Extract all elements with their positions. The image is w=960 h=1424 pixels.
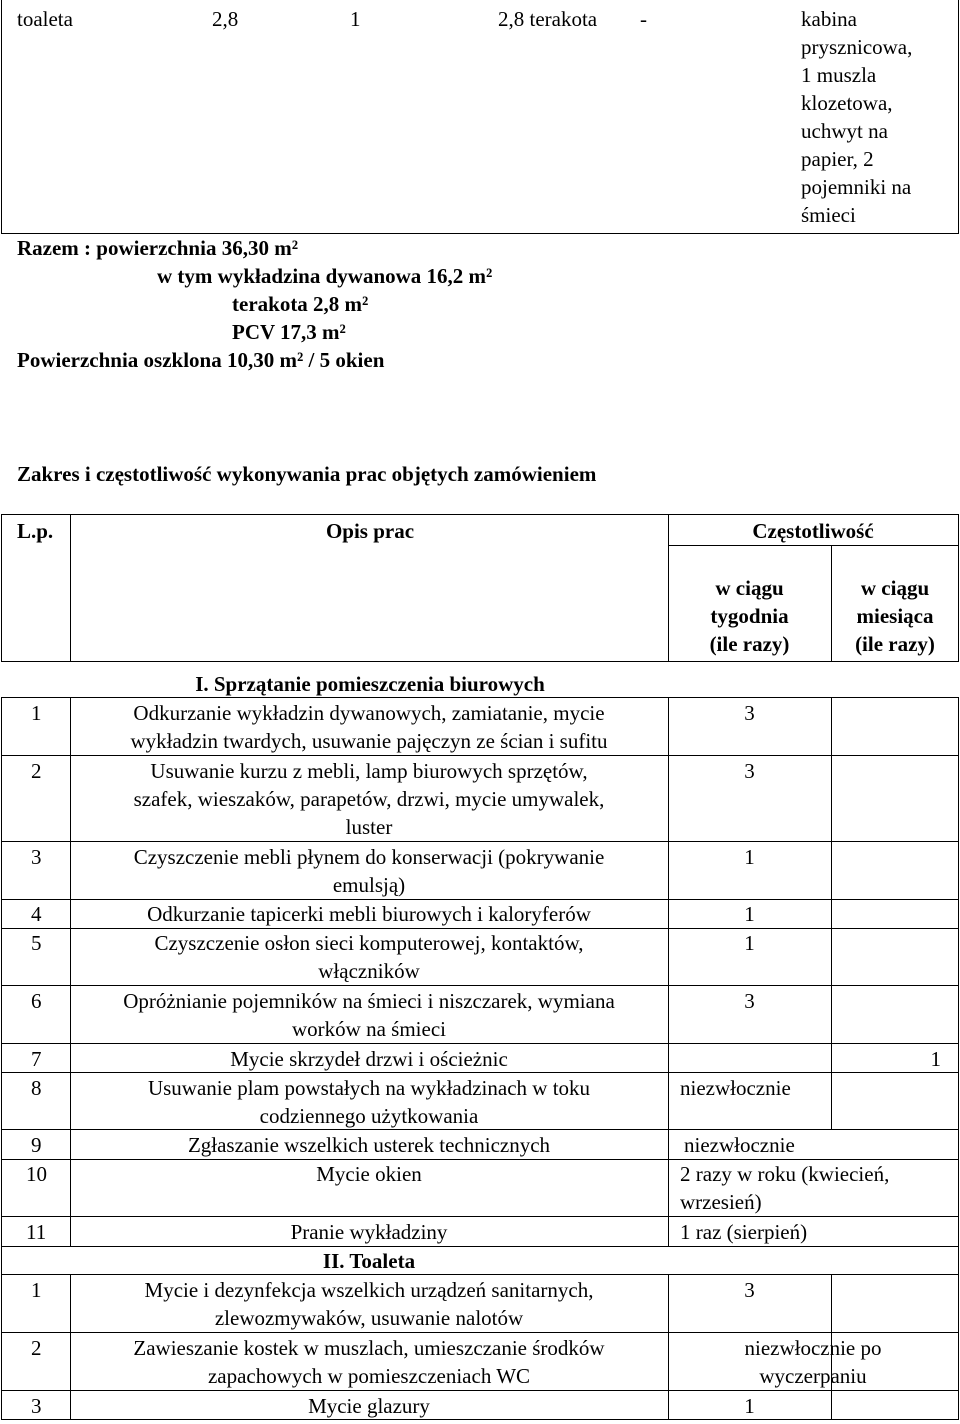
row-10-lp: 10 [26, 1162, 47, 1186]
room-equipment: kabina prysznicowa, 1 muszla klozetowa, uchwyt na papier, 2 pojemniki na śmieci [801, 7, 913, 227]
row2-3-freq: 1 [744, 1394, 755, 1418]
header-opis: Opis prac [325, 519, 415, 543]
row2-3-lp: 3 [31, 1394, 42, 1418]
summary-pcv: PCV 17,3 m² [232, 320, 346, 344]
row-5-freq: 1 [744, 931, 755, 955]
row2-2-freq: niezwłocznie po wyczerpaniu [744, 1336, 882, 1388]
row-10-freq: 2 razy w roku (kwiecień, wrzesień) [680, 1162, 890, 1214]
section-2-title: II. Toaleta [322, 1249, 416, 1273]
row-8-desc: Usuwanie plam powstałych na wykładzinach w toku codziennego użytkowania [147, 1076, 591, 1128]
row-2-desc: Usuwanie kurzu z mebli, lamp biurowych sprzętów, szafek, wieszaków, parapetów, drzwi, mycie umywalek, luster [133, 759, 605, 839]
summary-total: Razem : powierzchnia 36,30 m² [17, 236, 298, 260]
row-3-lp: 3 [31, 845, 42, 869]
row-4-lp: 4 [31, 902, 42, 926]
row-4-freq: 1 [744, 902, 755, 926]
row2-1-freq: 3 [744, 1278, 755, 1302]
row-1-lp: 1 [31, 701, 42, 725]
row2-1-desc: Mycie i dezynfekcja wszelkich urządzeń sanitarnych, zlewozmywaków, usuwanie nalotów [144, 1278, 594, 1330]
header-czestotliwosc: Częstotliwość [752, 519, 874, 543]
row-9-lp: 9 [31, 1133, 42, 1157]
row-6-freq: 3 [744, 989, 755, 1013]
row-7-lp: 7 [31, 1047, 42, 1071]
room-name: toaleta [17, 7, 73, 31]
summary-glazed: Powierzchnia oszklona 10,30 m² / 5 okien [17, 348, 385, 372]
row-6-lp: 6 [31, 989, 42, 1013]
room-area: 2,8 [212, 7, 239, 31]
room-floor: 2,8 terakota [498, 7, 598, 31]
row-9-desc: Zgłaszanie wszelkich usterek technicznych [187, 1133, 551, 1157]
row-3-freq: 1 [744, 845, 755, 869]
row-10-desc: Mycie okien [316, 1162, 422, 1186]
room-dash: - [640, 7, 647, 31]
row2-3-desc: Mycie glazury [308, 1394, 430, 1418]
row-2-freq: 3 [744, 759, 755, 783]
row-3-desc: Czyszczenie mebli płynem do konserwacji (pokrywanie emulsją) [133, 845, 605, 897]
row-1-freq: 3 [744, 701, 755, 725]
row-9-freq: niezwłocznie [684, 1133, 795, 1157]
header-month: w ciągu miesiąca (ile razy) [855, 576, 935, 656]
row-5-desc: Czyszczenie osłon sieci komputerowej, kontaktów, włączników [154, 931, 584, 983]
row-8-freq: niezwłocznie [680, 1076, 791, 1100]
row2-2-desc: Zawieszanie kostek w muszlach, umieszczanie środków zapachowych w pomieszczeniach WC [133, 1336, 605, 1388]
row2-1-lp: 1 [31, 1278, 42, 1302]
row-6-desc: Opróżnianie pojemników na śmieci i niszczarek, wymiana worków na śmieci [123, 989, 615, 1041]
section-1-title: I. Sprzątanie pomieszczenia biurowych [195, 672, 545, 696]
row-2-lp: 2 [31, 759, 42, 783]
row-7-desc: Mycie skrzydeł drzwi i ościeżnic [230, 1047, 508, 1071]
row-8-lp: 8 [31, 1076, 42, 1100]
row-11-desc: Pranie wykładziny [290, 1220, 448, 1244]
row-11-lp: 11 [26, 1220, 47, 1244]
row-1-desc: Odkurzanie wykładzin dywanowych, zamiatanie, mycie wykładzin twardych, usuwanie pajęczyn ze ścian i sufitu [130, 701, 608, 753]
row-11-freq: 1 raz (sierpień) [680, 1220, 808, 1244]
scope-heading: Zakres i częstotliwość wykonywania prac objętych zamówieniem [17, 462, 597, 486]
header-week: w ciągu tygodnia (ile razy) [709, 576, 790, 656]
row-4-desc: Odkurzanie tapicerki mebli biurowych i kaloryferów [147, 902, 591, 926]
summary-tiles: terakota 2,8 m² [232, 292, 369, 316]
room-count: 1 [350, 7, 361, 31]
header-lp: L.p. [17, 519, 54, 543]
row2-2-lp: 2 [31, 1336, 42, 1360]
row-7-freq-month: 1 [930, 1047, 941, 1071]
summary-carpet: w tym wykładzina dywanowa 16,2 m² [157, 264, 493, 288]
row-5-lp: 5 [31, 931, 42, 955]
